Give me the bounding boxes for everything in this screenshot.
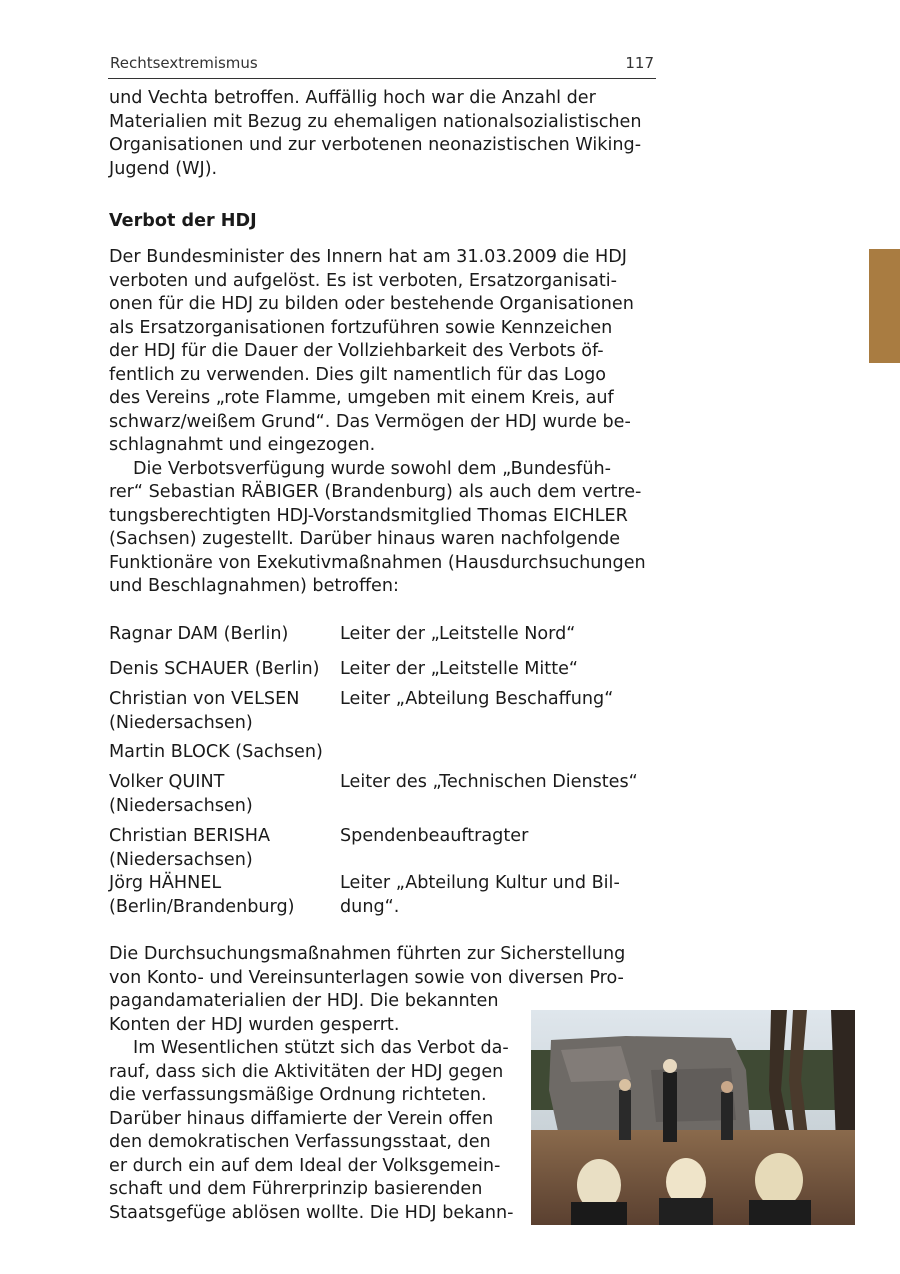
text-line: die verfassungsmäßige Ordnung richteten. bbox=[109, 1085, 487, 1105]
name-line: (Niedersachsen) bbox=[109, 795, 253, 816]
person-name bbox=[109, 688, 334, 735]
person-role bbox=[340, 658, 660, 682]
chapter-thumb-tab bbox=[869, 249, 900, 363]
running-header bbox=[108, 52, 656, 79]
text-line: den demokratischen Verfassungsstaat, den bbox=[109, 1132, 491, 1152]
role-line: Leiter des „Technischen Dienstes“ bbox=[340, 772, 638, 792]
text-line: rauf, dass sich die Aktivitäten der HDJ gegen bbox=[109, 1061, 504, 1082]
text-line: verboten und aufgelöst. Es ist verboten, Ersatzorganisati- bbox=[109, 270, 618, 291]
role-line: Leiter der „Leitstelle Nord“ bbox=[340, 624, 576, 644]
figure-head bbox=[619, 1079, 631, 1091]
text-line: Staatsgefüge ablösen wollte. Die HDJ bekann- bbox=[109, 1202, 514, 1223]
child-body bbox=[659, 1198, 713, 1225]
text-line: Darüber hinaus diffamierte der Verein offen bbox=[109, 1108, 494, 1129]
name-line: Jörg HÄHNEL bbox=[109, 873, 222, 893]
text-line: Die Verbotsverfügung wurde sowohl dem „Bundesfüh- bbox=[133, 458, 611, 479]
text-line: und Vechta betroffen. Auffällig hoch war die Anzahl der bbox=[109, 88, 596, 108]
person-name bbox=[109, 623, 334, 647]
name-line: Ragnar DAM (Berlin) bbox=[109, 624, 289, 644]
person-name bbox=[109, 658, 334, 682]
child-body bbox=[571, 1202, 627, 1225]
child-body bbox=[749, 1200, 811, 1225]
standing-figure bbox=[721, 1092, 733, 1140]
text-line: Materialien mit Bezug zu ehemaligen nationalsozialistischen bbox=[109, 111, 642, 132]
figure-head bbox=[663, 1059, 677, 1073]
name-line: (Niedersachsen) bbox=[109, 849, 253, 870]
name-line: Denis SCHAUER (Berlin) bbox=[109, 659, 320, 679]
text-line: pagandamaterialien der HDJ. Die bekannten bbox=[109, 991, 499, 1011]
intro-paragraph bbox=[109, 87, 642, 181]
paragraph-ban bbox=[109, 246, 646, 599]
section-title: Rechtsextremismus bbox=[110, 54, 258, 72]
person-role bbox=[340, 771, 660, 795]
text-line: schwarz/weißem Grund“. Das Vermögen der HDJ wurde be- bbox=[109, 411, 631, 432]
role-line: Leiter „Abteilung Beschaffung“ bbox=[340, 689, 614, 709]
person-role bbox=[340, 623, 660, 647]
person-role bbox=[340, 825, 660, 849]
text-line: der HDJ für die Dauer der Vollziehbarkeit des Verbots öf- bbox=[109, 341, 604, 361]
person-name bbox=[109, 872, 334, 919]
text-line: und Beschlagnahmen) betroffen: bbox=[109, 576, 399, 596]
text-line: Im Wesentlichen stützt sich das Verbot da- bbox=[133, 1038, 509, 1058]
text-line: Organisationen und zur verbotenen neonazistischen Wiking- bbox=[109, 135, 642, 155]
person-name bbox=[109, 741, 334, 765]
standing-figure bbox=[663, 1072, 677, 1142]
page-number: 117 bbox=[625, 54, 654, 72]
text-line: schaft und dem Führerprinzip basierenden bbox=[109, 1179, 483, 1199]
name-line: (Niedersachsen) bbox=[109, 712, 253, 733]
text-line: rer“ Sebastian RÄBIGER (Brandenburg) als auch dem vertre- bbox=[109, 482, 642, 502]
role-line: Leiter der „Leitstelle Mitte“ bbox=[340, 659, 579, 679]
text-line: Der Bundesminister des Innern hat am 31.03.2009 die HDJ bbox=[109, 247, 627, 267]
child-head-blond bbox=[755, 1153, 803, 1207]
photo-illustration bbox=[531, 1010, 855, 1225]
text-line: tungsberechtigten HDJ-Vorstandsmitglied Thomas EICHLER bbox=[109, 505, 628, 526]
role-line: dung“. bbox=[340, 896, 400, 917]
standing-figure bbox=[619, 1090, 631, 1140]
text-line: (Sachsen) zugestellt. Darüber hinaus waren nachfolgende bbox=[109, 529, 621, 549]
name-line: Christian von VELSEN bbox=[109, 689, 300, 709]
text-line: onen für die HDJ zu bilden oder bestehende Organisationen bbox=[109, 294, 634, 314]
person-name bbox=[109, 825, 334, 872]
section-heading: Verbot der HDJ bbox=[109, 211, 257, 231]
stone-highlight bbox=[561, 1046, 631, 1082]
text-line: Konten der HDJ wurden gesperrt. bbox=[109, 1014, 400, 1035]
text-line: schlagnahmt und eingezogen. bbox=[109, 435, 376, 455]
name-line: Martin BLOCK (Sachsen) bbox=[109, 742, 323, 762]
text-line: er durch ein auf dem Ideal der Volksgemein- bbox=[109, 1155, 501, 1176]
person-role bbox=[340, 872, 660, 919]
text-line: Die Durchsuchungsmaßnahmen führten zur Sicherstellung bbox=[109, 944, 626, 964]
text-line: von Konto- und Vereinsunterlagen sowie von diversen Pro- bbox=[109, 967, 624, 988]
text-line: Funktionäre von Exekutivmaßnahmen (Hausdurchsuchungen bbox=[109, 552, 646, 573]
role-line: Spendenbeauftragter bbox=[340, 826, 529, 846]
text-line: des Vereins „rote Flamme, umgeben mit einem Kreis, auf bbox=[109, 388, 614, 408]
hdj-camp-photo bbox=[531, 1010, 855, 1225]
name-line: Volker QUINT bbox=[109, 772, 225, 792]
role-line: Leiter „Abteilung Kultur und Bil- bbox=[340, 873, 620, 893]
person-role bbox=[340, 688, 660, 712]
person-name bbox=[109, 771, 334, 818]
figure-head bbox=[721, 1081, 733, 1093]
text-line: fentlich zu verwenden. Dies gilt namentlich für das Logo bbox=[109, 364, 607, 385]
name-line: Christian BERISHA bbox=[109, 826, 271, 846]
name-line: (Berlin/Brandenburg) bbox=[109, 896, 295, 917]
text-line: Jugend (WJ). bbox=[109, 158, 218, 179]
text-line: als Ersatzorganisationen fortzuführen sowie Kennzeichen bbox=[109, 317, 613, 338]
